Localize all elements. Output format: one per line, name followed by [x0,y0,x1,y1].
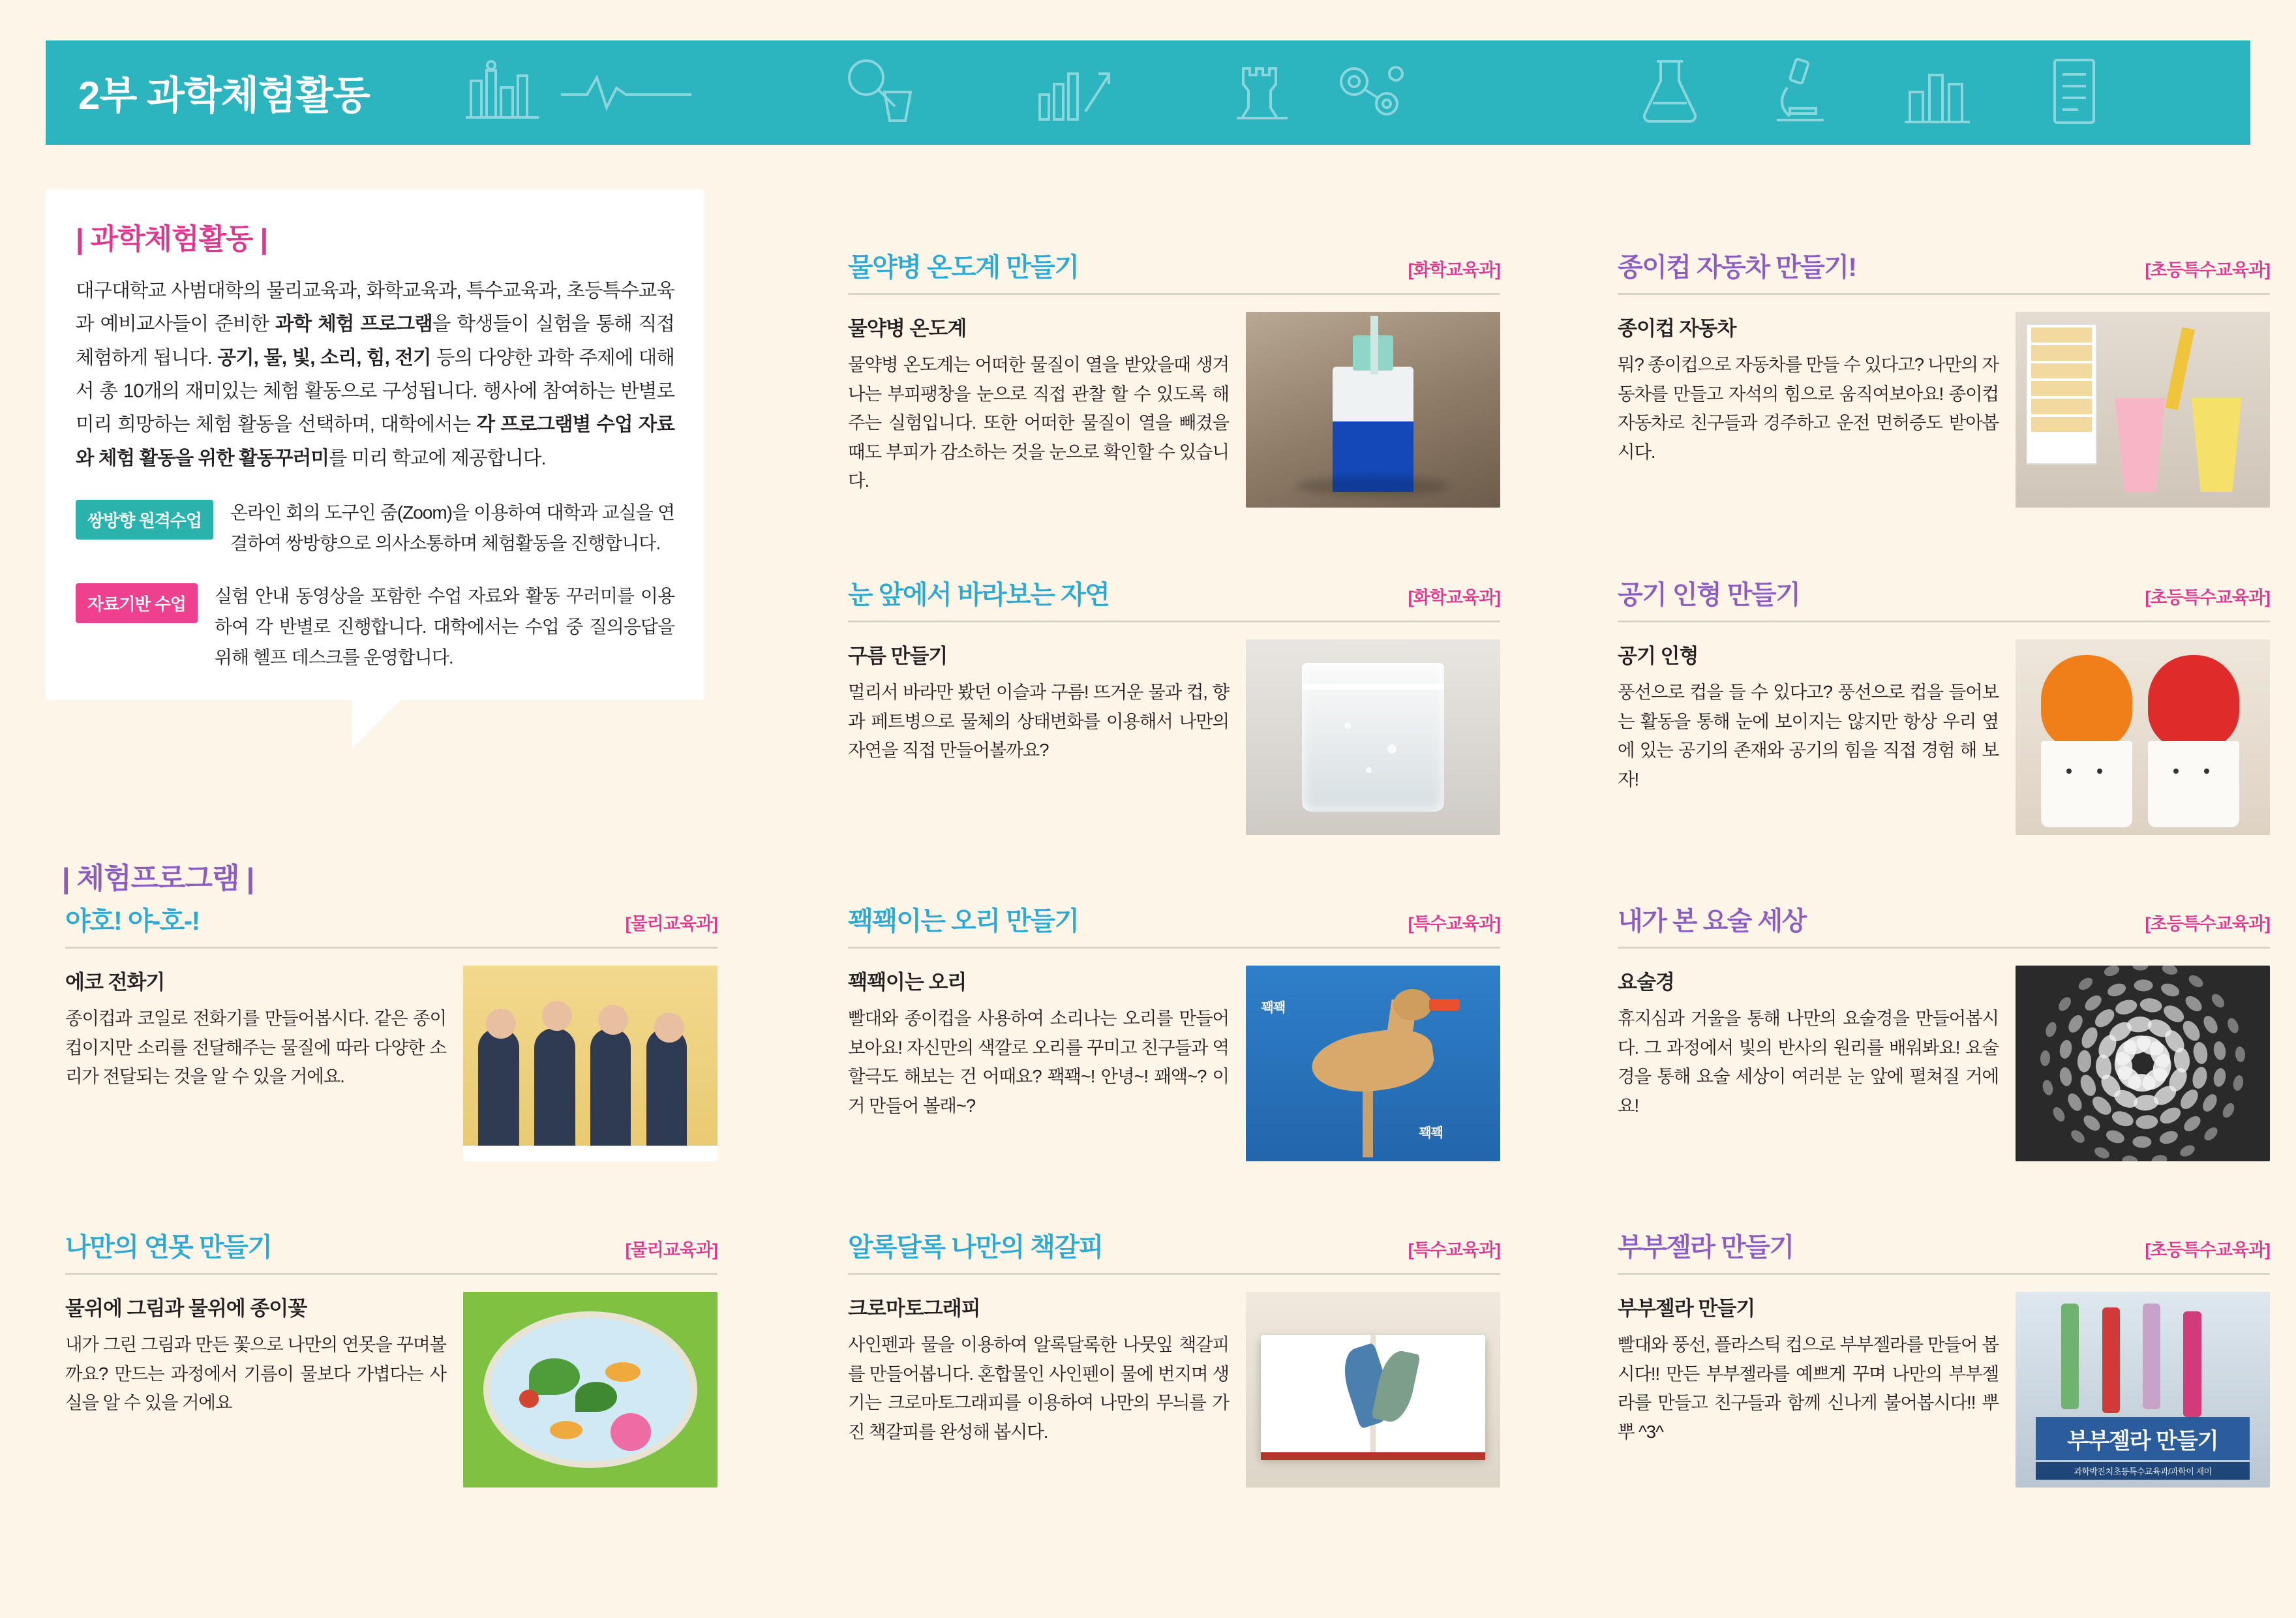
intro-section-title: | 과학체험활동 | [76,223,268,255]
card-echo-phone [65,900,718,1161]
card-air-doll-head [1618,574,2270,622]
paper-cup-cars-photo [2016,312,2270,508]
card-duck [848,900,1500,1161]
card-duck-body [848,966,1500,1161]
card-papercup-car-subtitle: 종이컵 자동차 [1618,317,1736,340]
card-duck-desc: 빨대와 종이컵을 사용하여 소리나는 오리를 만들어 보아요! 자신만의 색깔로 오리를 꾸미고 친구들과 역할극도 해보는 건 어때요? 꽥꽥~! 안녕~! 꽤액~? 이거 만들어 볼래~? [848,1008,1229,1116]
card-cloud-body [848,639,1500,835]
intro-text-run: 대구대학교 사범대학의 물리교육과, 화학교육과, 특수교육과, 초등특수교육과 예비교사들이 준비한 [76,280,674,335]
card-air-doll-body [1618,639,2270,835]
intro-emphasis: 과학 체험 프로그램 [275,313,432,335]
card-cloud-desc: 멀리서 바라만 봤던 이슬과 구름! 뜨거운 물과 컵, 향과 페트병으로 물체의 상태변화를 이용해서 나만의 자연을 직접 만들어볼까요? [848,682,1229,761]
card-cloud [848,574,1500,835]
card-pond-head [65,1227,718,1275]
intro-paragraph [76,274,674,475]
card-duck-subtitle: 꽥꽥이는 오리 [848,971,967,994]
card-echo-phone-body [65,966,718,1161]
card-bookmark-subtitle: 크로마토그래피 [848,1297,980,1320]
card-duck-head [848,900,1500,949]
card-echo-phone-subtitle: 에코 전화기 [65,971,165,994]
gears-molecule-icon [1324,55,1422,130]
card-bookmark-body [848,1292,1500,1488]
card-kaleidoscope-subtitle: 요술경 [1618,971,1674,994]
card-thermometer-title: 물약병 온도계 만들기 [848,253,1079,282]
intro-card [46,189,704,700]
document-icon [2042,52,2107,134]
card-papercup-car [1618,247,2270,508]
card-kaleidoscope [1618,900,2270,1161]
card-bookmark-title: 알록달록 나만의 책갈피 [848,1233,1103,1262]
card-pond-body [65,1292,718,1488]
leaf-bookmark-on-book-photo [1246,1292,1500,1488]
card-duck-title: 꽥꽥이는 오리 만들기 [848,907,1079,936]
card-thermometer-subtitle: 물약병 온도계 [848,317,967,340]
card-cloud-title: 눈 앞에서 바라보는 자연 [848,581,1110,609]
intro-text-run: 을 학생들이 실험을 통해 직접 체험하게 됩니다. [76,313,674,369]
card-echo-phone-head [65,900,718,949]
card-thermometer-desc: 물약병 온도계는 어떠한 물질이 열을 받았을때 생겨나는 부피팽창을 눈으로 직접 관찰 할 수 있도록 해주는 실험입니다. 또한 어떠한 물질이 열을 빼겼을 때도 부피가 감소하는 것을 눈으로 확인할 수 있습니다. [848,354,1229,491]
header-icon-row [463,40,2250,145]
microscope-icon [1761,52,1839,134]
card-pond [65,1227,718,1488]
card-bookmark [848,1227,1500,1488]
card-thermometer [848,247,1500,508]
vuvuzela-craft-photo [2016,1292,2270,1488]
heartbeat-icon [561,69,691,117]
card-cloud-subtitle: 구름 만들기 [848,645,948,667]
card-bubble-gel-desc: 빨대와 풍선, 플라스틱 컵으로 부부젤라를 만들어 봅시다!! 만든 부부젤라를 예쁘게 꾸며 나만의 부부젤라를 만들고 친구들과 함께 신나게 불어봅시다!! 뿌뿌 ^3^ [1618,1334,1999,1442]
card-bubble-gel [1618,1227,2270,1488]
card-echo-phone-dept: [물리교육과] [625,914,718,934]
card-bubble-gel-subtitle: 부부젤라 만들기 [1618,1297,1755,1320]
cold-glass-of-water-photo [1246,639,1500,835]
page-title: 2부 과학체험활동 [78,74,370,117]
vuvuzela-photo-overlay-text: 부부젤라 만들기 [2036,1417,2250,1460]
card-bubble-gel-head [1618,1227,2270,1275]
card-thermometer-head [848,247,1500,295]
card-air-doll-title: 공기 인형 만들기 [1618,581,1800,609]
card-echo-phone-desc: 종이컵과 코일로 전화기를 만들어봅시다. 같은 종이컵이지만 소리를 전달해주는 물질에 따라 다양한 소리가 전달되는 것을 알 수 있을 거에요. [65,1008,446,1087]
card-pond-subtitle: 물위에 그림과 물위에 종이꽃 [65,1297,307,1320]
students-with-cup-phones-photo [463,966,718,1161]
kaleidoscope-view-photo [2016,966,2270,1161]
card-bubble-gel-body [1618,1292,2270,1488]
badge-material-based-class: 자료기반 수업 [76,583,198,623]
card-air-doll-dept: [초등특수교육과] [2145,588,2270,607]
bar-chart-icon [1898,55,1976,130]
card-echo-phone-title: 야호! 야-호-! [65,907,200,936]
card-air-doll-desc: 풍선으로 컵을 들 수 있다고? 풍선으로 컵을 들어보는 활동을 통해 눈에 보이지는 않지만 항상 우리 옆에 있는 공기의 존재와 공기의 힘을 직접 경험 해 보자! [1618,682,1999,789]
card-air-doll-subtitle: 공기 인형 [1618,645,1699,667]
card-bookmark-desc: 사인펜과 물을 이용하여 알록달록한 나뭇잎 책갈피를 만들어봅니다. 혼합물인 사인펜이 물에 번지며 생기는 크로마토그래피를 이용하여 나만의 무늬를 가진 책갈피를 완성해 봅시다. [848,1334,1229,1442]
chemistry-plant-icon [463,59,541,127]
card-bookmark-dept: [특수교육과] [1408,1240,1500,1260]
card-cloud-dept: [화학교육과] [1408,588,1500,607]
badge-two-way-remote-text: 온라인 회의 도구인 줌(Zoom)을 이용하여 대학과 교실을 연결하여 쌍방향으로 의사소통하며 체험활동을 진행합니다. [230,502,674,553]
vuvuzela-photo-footer-text: 과학박진치초등특수교육과/과학이 재미 [2036,1462,2250,1480]
card-papercup-car-title: 종이컵 자동차 만들기! [1618,253,1856,282]
magnifier-cup-icon [835,55,920,130]
card-duck-dept: [특수교육과] [1408,914,1500,934]
card-thermometer-body [848,312,1500,508]
card-bookmark-head [848,1227,1500,1275]
card-pond-desc: 내가 그린 그림과 만든 꽃으로 나만의 연못을 꾸며볼까요? 만드는 과정에서 기름이 물보다 가볍다는 사실을 알 수 있을 거에요 [65,1334,446,1413]
card-kaleidoscope-body [1618,966,2270,1161]
card-papercup-car-body [1618,312,2270,508]
card-thermometer-dept: [화학교육과] [1408,260,1500,280]
quacking-duck-craft-photo [1246,966,1500,1161]
page-header [46,40,2250,145]
intro-text-run: 등의 다양한 과학 주제에 대해서 총 10개의 재미있는 체험 활동으로 구성됩니다. 행사에 참여하는 반별로 미리 희망하는 체험 활동을 선택하며, 대학에서는 [76,346,674,436]
chart-arrow-icon [1031,55,1115,130]
card-papercup-car-desc: 뭐? 종이컵으로 자동차를 만들 수 있다고? 나만의 자동차를 만들고 자석의 힘으로 움직여보아요! 종이컵 자동차로 친구들과 경주하고 운전 면허증도 받아봅시다. [1618,354,1999,462]
flask-icon [1631,52,1709,134]
pond-drawing-photo [463,1292,718,1488]
chess-rook-icon [1226,55,1298,130]
card-kaleidoscope-title: 내가 본 요술 세상 [1618,907,1806,936]
card-bubble-gel-dept: [초등특수교육과] [2145,1240,2270,1260]
card-air-doll [1618,574,2270,835]
intro-text-run: 를 미리 학교에 제공합니다. [328,447,546,469]
card-pond-title: 나만의 연못 만들기 [65,1233,272,1262]
badge-material-based-text: 실험 안내 동영상을 포함한 수업 자료와 활동 꾸러미를 이용하여 각 반별로 진행합니다. 대학에서는 수업 중 질의응답을 위해 헬프 데스크를 운영합니다. [214,586,674,668]
duck-photo-label-2: 꽥꽥 [1419,1126,1443,1140]
card-papercup-car-head [1618,247,2270,295]
tag-row-remote [76,497,674,558]
card-pond-dept: [물리교육과] [625,1240,718,1260]
card-kaleidoscope-dept: [초등특수교육과] [2145,914,2270,934]
intro-emphasis: 공기, 물, 빛, 소리, 힘, 전기 [217,346,431,369]
program-section-title: | 체험프로그램 | [62,862,254,894]
card-kaleidoscope-desc: 휴지심과 거울을 통해 나만의 요술경을 만들어봅시다. 그 과정에서 빛의 반사의 원리를 배워봐요! 요술경을 통해 요술 세상이 여러분 눈 앞에 펼쳐질 거에요! [1618,1008,1999,1116]
duck-photo-label-1: 꽥꽥 [1261,1001,1286,1015]
balloon-air-dolls-photo [2016,639,2270,835]
card-papercup-car-dept: [초등특수교육과] [2145,260,2270,280]
card-cloud-head [848,574,1500,622]
badge-two-way-remote-class: 쌍방향 원격수업 [76,500,213,540]
card-bubble-gel-title: 부부젤라 만들기 [1618,1233,1794,1262]
tag-row-material [76,581,674,673]
intro-emphasis: 각 프로그램별 수업 자료와 체험 활동을 위한 활동꾸러미 [76,414,675,469]
medicine-bottle-thermometer-photo [1246,312,1500,508]
card-kaleidoscope-head [1618,900,2270,949]
